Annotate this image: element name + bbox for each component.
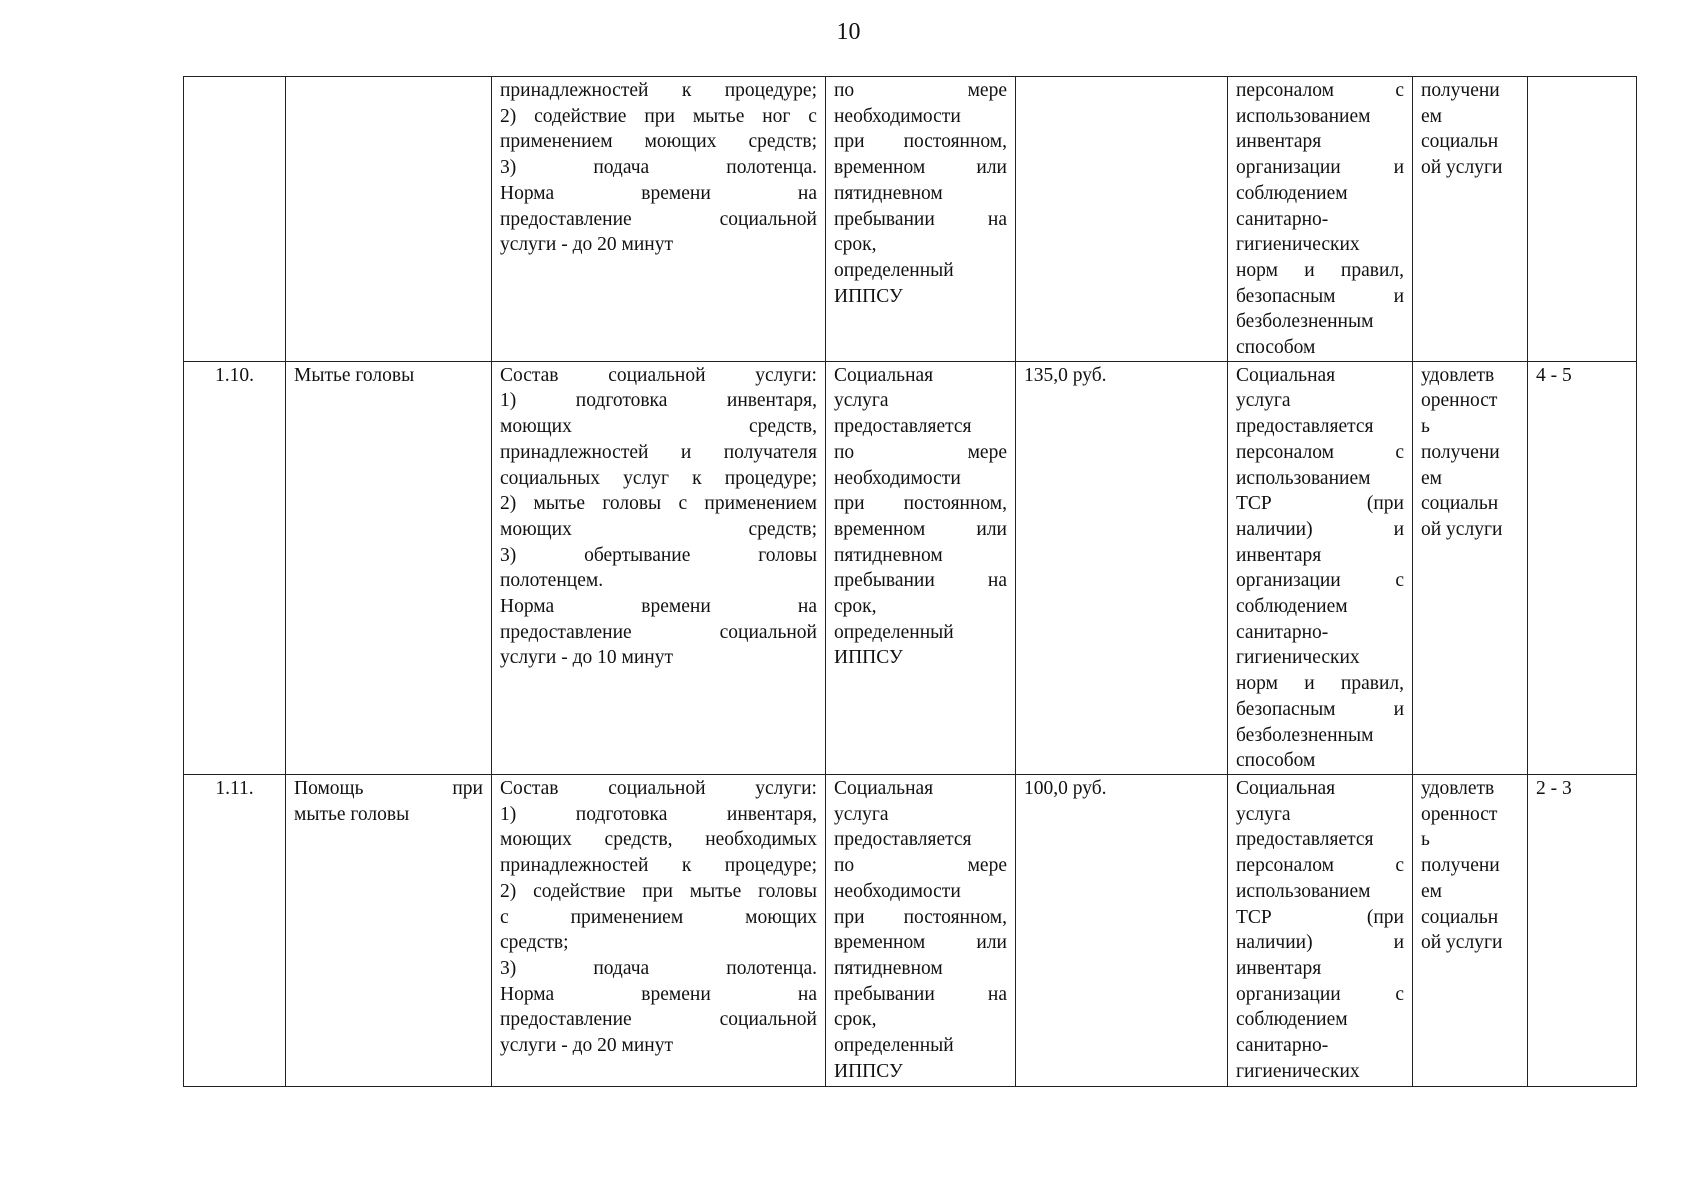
- text-line: применением моющих средств;: [500, 131, 817, 153]
- text-line: норм и правил,: [1236, 673, 1404, 695]
- text-line: Норма времени на: [500, 182, 817, 204]
- text-line: пятидневном: [834, 957, 943, 979]
- cell-service-terms: [826, 774, 1016, 1086]
- services-table: [183, 76, 1637, 1087]
- cell-service-name: [286, 774, 492, 1086]
- cell-service-name: [286, 77, 492, 362]
- text-line: пребывании на: [834, 208, 1007, 230]
- text-line: способом: [1236, 750, 1316, 772]
- text-line: по мере: [834, 855, 1007, 877]
- cell-price: [1016, 77, 1228, 362]
- cell-service-content: [492, 361, 826, 774]
- text-line: моющих средств, необходимых: [500, 829, 817, 851]
- text-line: организации с: [1236, 983, 1404, 1005]
- text-line: определенный: [834, 259, 954, 281]
- cell-quality-indicators: [1228, 361, 1413, 774]
- text-line: 3) обертывание головы: [500, 544, 817, 566]
- cell-score: 2 - 3: [1528, 774, 1637, 1086]
- text-line: получени: [1421, 855, 1500, 877]
- text-line: Мытье головы: [294, 364, 415, 386]
- cell-service-content: [492, 77, 826, 362]
- text-line: гигиенических: [1236, 647, 1360, 669]
- text-line: ой услуги: [1421, 157, 1503, 179]
- text-line: оренност: [1421, 803, 1498, 825]
- text-line: санитарно-: [1236, 1035, 1329, 1057]
- text-line: средств;: [500, 932, 569, 954]
- text-line: 2) мытье головы с применением: [500, 493, 817, 515]
- text-line: Норма времени на: [500, 983, 817, 1005]
- text-line: услуги - до 20 минут: [500, 234, 673, 256]
- text-line: ИППСУ: [834, 285, 903, 307]
- text-line: соблюдением: [1236, 596, 1348, 618]
- text-line: 1) подготовка инвентаря,: [500, 803, 817, 825]
- text-line: временном или: [834, 157, 1007, 179]
- text-line: наличии) и: [1236, 518, 1404, 540]
- text-line: услуги - до 20 минут: [500, 1035, 673, 1057]
- text-line: использованием: [1236, 467, 1371, 489]
- text-line: предоставление социальной: [500, 621, 817, 643]
- text-line: способом: [1236, 337, 1316, 359]
- text-line: моющих средств,: [500, 416, 817, 438]
- text-line: срок,: [834, 1009, 877, 1031]
- text-line: принадлежностей к процедуре;: [500, 855, 817, 877]
- text-line: безболезненным: [1236, 311, 1374, 333]
- text-line: соблюдением: [1236, 182, 1348, 204]
- text-line: услуга: [1236, 803, 1291, 825]
- table-row: [184, 361, 1637, 774]
- text-line: необходимости: [834, 467, 961, 489]
- text-line: Социальная: [834, 364, 934, 386]
- text-line: 2) содействие при мытье ног с: [500, 105, 817, 127]
- cell-quality-indicators: [1228, 77, 1413, 362]
- text-line: пребывании на: [834, 570, 1007, 592]
- text-line: принадлежностей к процедуре;: [500, 80, 817, 101]
- text-line: по мере: [834, 80, 1007, 101]
- text-line: предоставляется: [834, 829, 972, 851]
- text-line: 3) подача полотенца.: [500, 157, 817, 179]
- text-line: моющих средств;: [500, 518, 817, 540]
- text-line: гигиенических: [1236, 234, 1360, 256]
- text-line: при постоянном,: [834, 131, 1007, 153]
- text-line: персоналом с: [1236, 80, 1404, 101]
- cell-score: [1528, 77, 1637, 362]
- text-line: предоставление социальной: [500, 208, 817, 230]
- table-row: [184, 774, 1637, 1086]
- text-line: временном или: [834, 518, 1007, 540]
- text-line: услуги - до 10 минут: [500, 647, 673, 669]
- cell-number: [184, 77, 286, 362]
- text-line: ой услуги: [1421, 518, 1503, 540]
- text-line: удовлетв: [1421, 777, 1495, 799]
- text-line: организации и: [1236, 157, 1404, 179]
- cell-service-terms: [826, 361, 1016, 774]
- text-line: Социальная: [1236, 777, 1336, 799]
- text-line: услуга: [1236, 390, 1291, 412]
- text-line: предоставляется: [1236, 829, 1374, 851]
- text-line: ИППСУ: [834, 1060, 903, 1082]
- text-line: определенный: [834, 1035, 954, 1057]
- cell-quality-indicators: [1228, 774, 1413, 1086]
- text-line: использованием: [1236, 880, 1371, 902]
- cell-number: 1.11.: [184, 774, 286, 1086]
- cell-number: 1.10.: [184, 361, 286, 774]
- cell-evaluation: [1413, 361, 1528, 774]
- text-line: пятидневном: [834, 544, 943, 566]
- text-line: гигиенических: [1236, 1060, 1360, 1082]
- cell-score: 4 - 5: [1528, 361, 1637, 774]
- text-line: ем: [1421, 880, 1442, 902]
- text-line: ем: [1421, 105, 1442, 127]
- text-line: безопасным и: [1236, 698, 1404, 720]
- text-line: Помощь при: [294, 777, 483, 799]
- text-line: предоставление социальной: [500, 1009, 817, 1031]
- cell-price: 135,0 руб.: [1016, 361, 1228, 774]
- text-line: предоставляется: [834, 416, 972, 438]
- cell-evaluation: [1413, 774, 1528, 1086]
- text-line: Социальная: [834, 777, 934, 799]
- text-line: срок,: [834, 234, 877, 256]
- text-line: принадлежностей и получателя: [500, 441, 817, 463]
- page-number: 10: [836, 19, 861, 45]
- text-line: социальных услуг к процедуре;: [500, 467, 817, 489]
- text-line: с применением моющих: [500, 906, 817, 928]
- text-line: санитарно-: [1236, 621, 1329, 643]
- cell-evaluation: [1413, 77, 1528, 362]
- text-line: наличии) и: [1236, 932, 1404, 954]
- cell-price: 100,0 руб.: [1016, 774, 1228, 1086]
- text-line: необходимости: [834, 105, 961, 127]
- text-line: 1) подготовка инвентаря,: [500, 390, 817, 412]
- text-line: инвентаря: [1236, 131, 1322, 153]
- text-line: полотенцем.: [500, 570, 604, 592]
- text-line: ем: [1421, 467, 1442, 489]
- text-line: получени: [1421, 80, 1500, 101]
- text-line: при постоянном,: [834, 493, 1007, 515]
- text-line: персоналом с: [1236, 441, 1404, 463]
- text-line: удовлетв: [1421, 364, 1495, 386]
- text-line: социальн: [1421, 493, 1499, 515]
- text-line: предоставляется: [1236, 416, 1374, 438]
- text-line: ТСР (при: [1236, 493, 1404, 515]
- table-row: [184, 77, 1637, 362]
- text-line: пребывании на: [834, 983, 1007, 1005]
- cell-service-name: [286, 361, 492, 774]
- text-line: мытье головы: [294, 803, 410, 825]
- text-line: временном или: [834, 932, 1007, 954]
- text-line: получени: [1421, 441, 1500, 463]
- text-line: организации с: [1236, 570, 1404, 592]
- text-line: 3) подача полотенца.: [500, 957, 817, 979]
- text-line: ой услуги: [1421, 932, 1503, 954]
- text-line: по мере: [834, 441, 1007, 463]
- text-line: норм и правил,: [1236, 259, 1404, 281]
- text-line: социальн: [1421, 906, 1499, 928]
- text-line: оренност: [1421, 390, 1498, 412]
- text-line: ь: [1421, 829, 1430, 851]
- cell-service-terms: [826, 77, 1016, 362]
- text-line: Состав социальной услуги:: [500, 364, 817, 386]
- cell-service-content: [492, 774, 826, 1086]
- text-line: безболезненным: [1236, 724, 1374, 746]
- text-line: инвентаря: [1236, 544, 1322, 566]
- text-line: Социальная: [1236, 364, 1336, 386]
- text-line: ИППСУ: [834, 647, 903, 669]
- text-line: необходимости: [834, 880, 961, 902]
- text-line: безопасным и: [1236, 285, 1404, 307]
- text-line: срок,: [834, 596, 877, 618]
- text-line: услуга: [834, 390, 889, 412]
- text-line: соблюдением: [1236, 1009, 1348, 1031]
- text-line: услуга: [834, 803, 889, 825]
- text-line: инвентаря: [1236, 957, 1322, 979]
- text-line: ь: [1421, 416, 1430, 438]
- text-line: ТСР (при: [1236, 906, 1404, 928]
- text-line: персоналом с: [1236, 855, 1404, 877]
- text-line: использованием: [1236, 105, 1371, 127]
- text-line: 2) содействие при мытье головы: [500, 880, 817, 902]
- text-line: определенный: [834, 621, 954, 643]
- text-line: социальн: [1421, 131, 1499, 153]
- text-line: санитарно-: [1236, 208, 1329, 230]
- text-line: пятидневном: [834, 182, 943, 204]
- text-line: Норма времени на: [500, 596, 817, 618]
- text-line: при постоянном,: [834, 906, 1007, 928]
- text-line: Состав социальной услуги:: [500, 777, 817, 799]
